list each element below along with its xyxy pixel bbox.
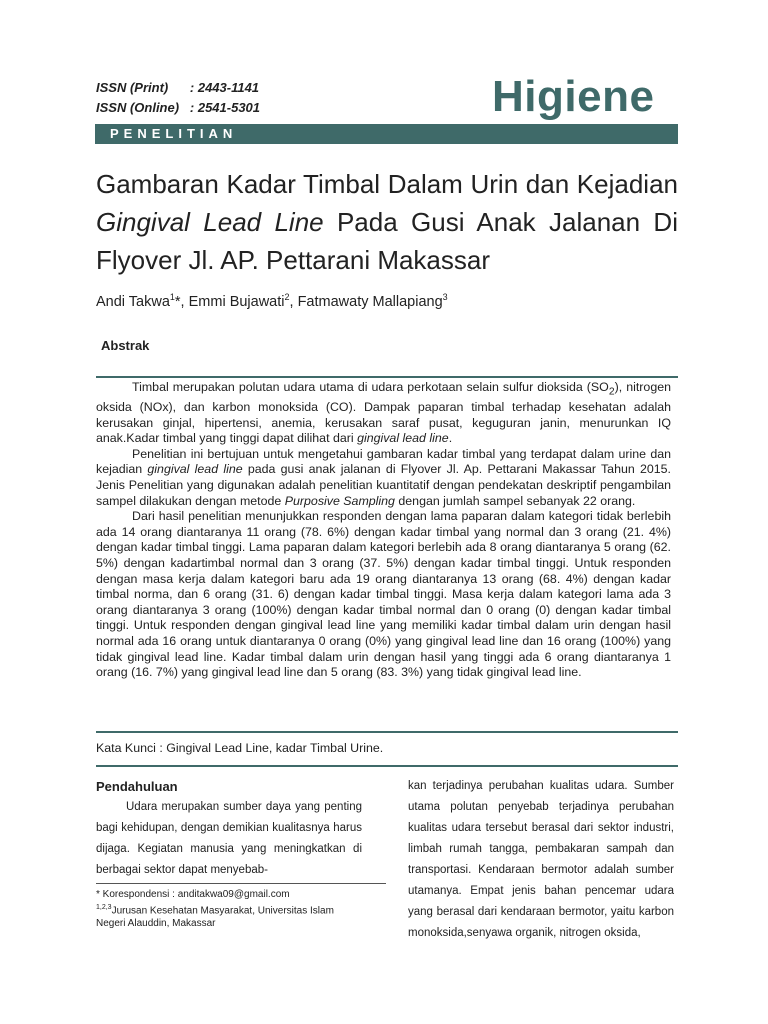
intro-right-column: kan terjadinya perubahan kualitas udara. Sumber utama polutan penyebab terjadinya perubahan kualitas udara tersebut berasal dari sektor industri, limbah rumah tangga, pembakaran sampah dan transportasi. Kendaraan bermotor adalah sumber utamanya. Empat jenis bahan pencemar udara yang berasal dari kendaraan bermotor, yaitu karbon monoksida,senyawa organik, nitrogen oksida, xyxy=(408,780,674,939)
abstract-heading: Abstrak xyxy=(101,338,150,353)
abstract-paragraph-1 xyxy=(96,380,671,447)
abstract-italic: gingival lead line xyxy=(357,431,449,446)
author-list xyxy=(96,292,448,310)
abstract-paragraph-3: Dari hasil penelitian menunjukkan responden dengan lama paparan dalam kategori tidak berlebih ada 14 orang diantaranya 11 orang (78. 6%) dengan kadar timbal yang normal dan 3 orang (21. 4%) dengan kadar timbal tinggi. Lama paparan dalam kategori berlebih ada 8 orang diantaranya 5 orang (62. 5%) dengan kadartimbal normal dan 3 orang (37. 5%) dengan kadar timbal tinggi. Untuk responden dengan masa kerja dalam kategori baru ada 19 orang diantaranya 13 orang (68. 4%) dengan kadar timbal norma, dan 6 orang (31. 6) dengan kadar timbal tinggi. Masa kerja dalam kategori lama ada 3 orang diantaranya 3 orang (100%) dengan kadar timbal normal dan 0 orang (0) dengan kadar timbal tinggi. Untuk responden dengan gingival lead line yang memiliki kadar timbal dalam urin dengan hasil normal ada 16 orang untuk diantaranya 0 orang (0%) yang gingival lead line dan 16 orang (100%) yang tidak gingival lead line. Kadar timbal dalam urin dengan hasil yang tinggi ada 6 orang diantaranya 1 orang (16. 7%) yang gingival lead line dan 5 orang (83. 3%) yang tidak gingival lead line. xyxy=(96,509,671,680)
abstract-text: Penelitian ini bertujuan untuk mengetahui gambaran kadar timbal yang terdapat dalam urine dan kejadian xyxy=(96,446,671,477)
footnotes xyxy=(96,888,366,930)
subscript: 2 xyxy=(608,386,615,398)
abstract-bottom-rule xyxy=(96,731,678,733)
abstract-text: . xyxy=(448,431,453,446)
title-italic: Gingival Lead Line xyxy=(96,207,324,237)
author-name: Fatmawaty Mallapiang xyxy=(297,293,443,310)
title-part2: Pada Gusi Anak Jalanan Di Flyover Jl. AP. Pettarani Makassar xyxy=(96,207,678,275)
author-separator: *, xyxy=(174,293,189,310)
abstract-body xyxy=(96,380,671,681)
intro-heading: Pendahuluan xyxy=(96,779,178,794)
section-label: PENELITIAN xyxy=(110,126,238,141)
intro-left-column xyxy=(96,797,362,881)
affiliation-sup: 1,2,3 xyxy=(96,904,112,911)
author-affiliation-sup: 3 xyxy=(442,292,448,302)
affiliation-note xyxy=(96,901,366,930)
keywords: Kata Kunci : Gingival Lead Line, kadar Timbal Urine. xyxy=(96,741,384,755)
footnote-rule xyxy=(96,883,386,884)
author-name: Andi Takwa xyxy=(96,293,170,310)
abstract-top-rule xyxy=(96,376,678,378)
abstract-italic: Purposive Sampling xyxy=(284,493,395,508)
abstract-text: Timbal merupakan polutan udara utama di udara perkotaan selain sulfur dioksida (SO xyxy=(132,380,609,394)
abstract-italic: gingival lead line xyxy=(147,462,243,477)
issn-online: ISSN (Online) : 2541-5301 xyxy=(96,100,261,115)
intro-left-paragraph: Udara merupakan sumber daya yang penting bagi kehidupan, dengan demikian kualitasnya harus dijaga. Kegiatan manusia yang meningkatkan di berbagai sektor dapat menyebab- xyxy=(96,801,362,876)
abstract-text: dengan jumlah sampel sebanyak 22 orang. xyxy=(394,493,636,508)
correspondence-note: * Korespondensi : anditakwa09@gmail.com xyxy=(96,889,290,900)
journal-logo: Higiene xyxy=(492,72,655,121)
abstract-paragraph-2 xyxy=(96,447,671,509)
affiliation-text: Jurusan Kesehatan Masyarakat, Universitas Islam Negeri Alauddin, Makassar xyxy=(96,905,334,930)
title-part1: Gambaran Kadar Timbal Dalam Urin dan Kejadian xyxy=(96,169,678,199)
author-affiliation-sup: 1 xyxy=(169,292,175,302)
issn-print: ISSN (Print) : 2443-1141 xyxy=(96,80,260,95)
keywords-rule xyxy=(96,765,678,767)
author-name: Emmi Bujawati xyxy=(188,293,285,310)
abstract-text: pada gusi anak jalanan di Flyover Jl. Ap. Pettarani Makassar Tahun 2015. Jenis Penelitian yang digunakan adalah penelitian kuantitatif dengan pendekatan deskriptif pengambilan sampel dilakukan dengan metode xyxy=(96,462,671,508)
author-separator: , xyxy=(289,293,298,310)
abstract-text: ), nitrogen oksida (NOx), dan karbon monoksida (CO). Dampak paparan timbal terhadap kesehatan adalah kerusakan ginjal, hipertensi, anemia, kerusakan saraf pusat, keguguran janin, menurunkan IQ anak.Kadar timbal yang tinggi dapat dilihat dari xyxy=(96,380,671,446)
article-title xyxy=(96,165,678,279)
author-affiliation-sup: 2 xyxy=(284,292,290,302)
